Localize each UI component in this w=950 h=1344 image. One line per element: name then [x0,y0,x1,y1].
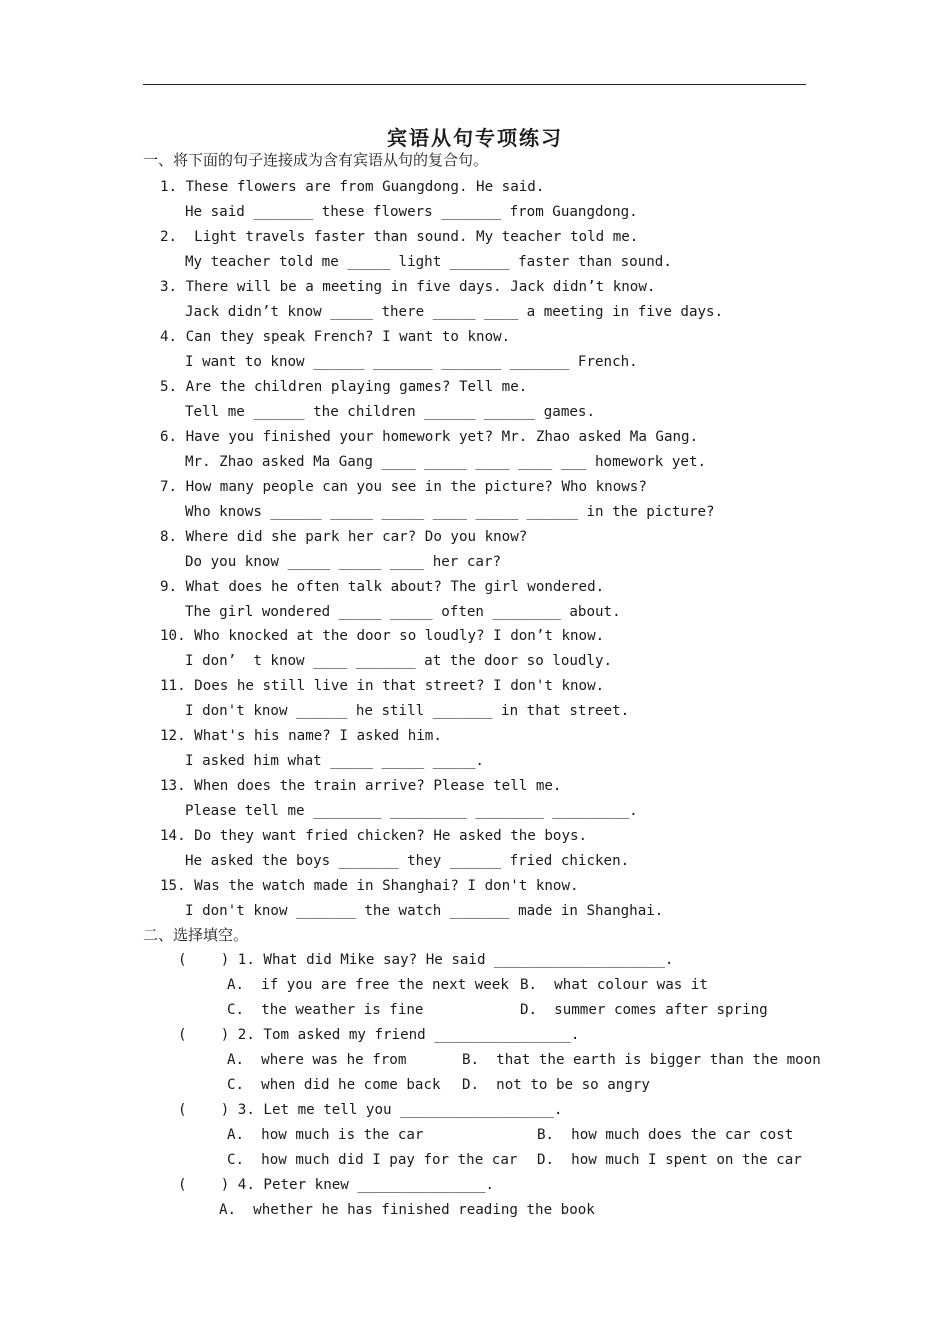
answer-13: Please tell me ________ _________ ________ _________. [185,803,638,819]
choice-3-option-d: D. how much I spent on the car [537,1152,802,1168]
question-10: 10. Who knocked at the door so loudly? I don’t know. [160,628,605,644]
choice-2-option-d: D. not to be so angry [462,1077,650,1093]
answer-12: I asked him what _____ _____ _____. [185,753,484,769]
choice-3-option-c: C. how much did I pay for the car [227,1152,518,1168]
choice-3-option-a: A. how much is the car [227,1127,424,1143]
answer-15: I don't know _______ the watch _______ made in Shanghai. [185,903,664,919]
answer-1: He said _______ these flowers _______ from Guangdong. [185,204,638,220]
choice-question-4: ( ) 4. Peter knew _______________. [178,1177,495,1193]
choice-2-option-b: B. that the earth is bigger than the moon [462,1052,821,1068]
answer-8: Do you know _____ _____ ____ her car? [185,554,502,570]
choice-1-option-c: C. the weather is fine [227,1002,424,1018]
question-2: 2. Light travels faster than sound. My teacher told me. [160,229,639,245]
question-12: 12. What's his name? I asked him. [160,728,442,744]
choice-3-option-b: B. how much does the car cost [537,1127,794,1143]
answer-9: The girl wondered _____ _____ often ________ about. [185,604,621,620]
choice-1-option-b: B. what colour was it [520,977,708,993]
answer-14: He asked the boys _______ they ______ fried chicken. [185,853,630,869]
choice-1-option-a: A. if you are free the next week [227,977,509,993]
answer-11: I don't know ______ he still _______ in that street. [185,703,630,719]
choice-4-option-a: A. whether he has finished reading the book [219,1202,595,1218]
choice-1-option-d: D. summer comes after spring [520,1002,768,1018]
question-3: 3. There will be a meeting in five days. Jack didn’t know. [160,279,656,295]
answer-3: Jack didn’t know _____ there _____ ____ a meeting in five days. [185,304,724,320]
question-15: 15. Was the watch made in Shanghai? I don't know. [160,878,579,894]
section-1-heading: 一、将下面的句子连接成为含有宾语从句的复合句。 [143,151,489,169]
choice-question-2: ( ) 2. Tom asked my friend ________________. [178,1027,580,1043]
choice-question-1: ( ) 1. What did Mike say? He said ____________________. [178,952,674,968]
choice-2-option-c: C. when did he come back [227,1077,441,1093]
answer-4: I want to know ______ _______ _______ _______ French. [185,354,638,370]
answer-2: My teacher told me _____ light _______ faster than sound. [185,254,672,270]
choice-2-option-a: A. where was he from [227,1052,407,1068]
question-6: 6. Have you finished your homework yet? Mr. Zhao asked Ma Gang. [160,429,699,445]
header-rule [143,84,806,85]
question-7: 7. How many people can you see in the picture? Who knows? [160,479,647,495]
answer-10: I don’ t know ____ _______ at the door so loudly. [185,653,613,669]
section-2-heading: 二、选择填空。 [143,926,249,944]
answer-7: Who knows ______ _____ _____ ____ _____ ______ in the picture? [185,504,715,520]
page-title: 宾语从句专项练习 [387,126,563,150]
question-11: 11. Does he still live in that street? I don't know. [160,678,605,694]
question-14: 14. Do they want fried chicken? He asked the boys. [160,828,588,844]
question-4: 4. Can they speak French? I want to know. [160,329,511,345]
question-8: 8. Where did she park her car? Do you know? [160,529,528,545]
answer-6: Mr. Zhao asked Ma Gang ____ _____ ____ ____ ___ homework yet. [185,454,707,470]
question-5: 5. Are the children playing games? Tell me. [160,379,528,395]
question-13: 13. When does the train arrive? Please tell me. [160,778,562,794]
question-1: 1. These flowers are from Guangdong. He said. [160,179,545,195]
answer-5: Tell me ______ the children ______ ______ games. [185,404,595,420]
question-9: 9. What does he often talk about? The girl wondered. [160,579,605,595]
choice-question-3: ( ) 3. Let me tell you __________________. [178,1102,563,1118]
